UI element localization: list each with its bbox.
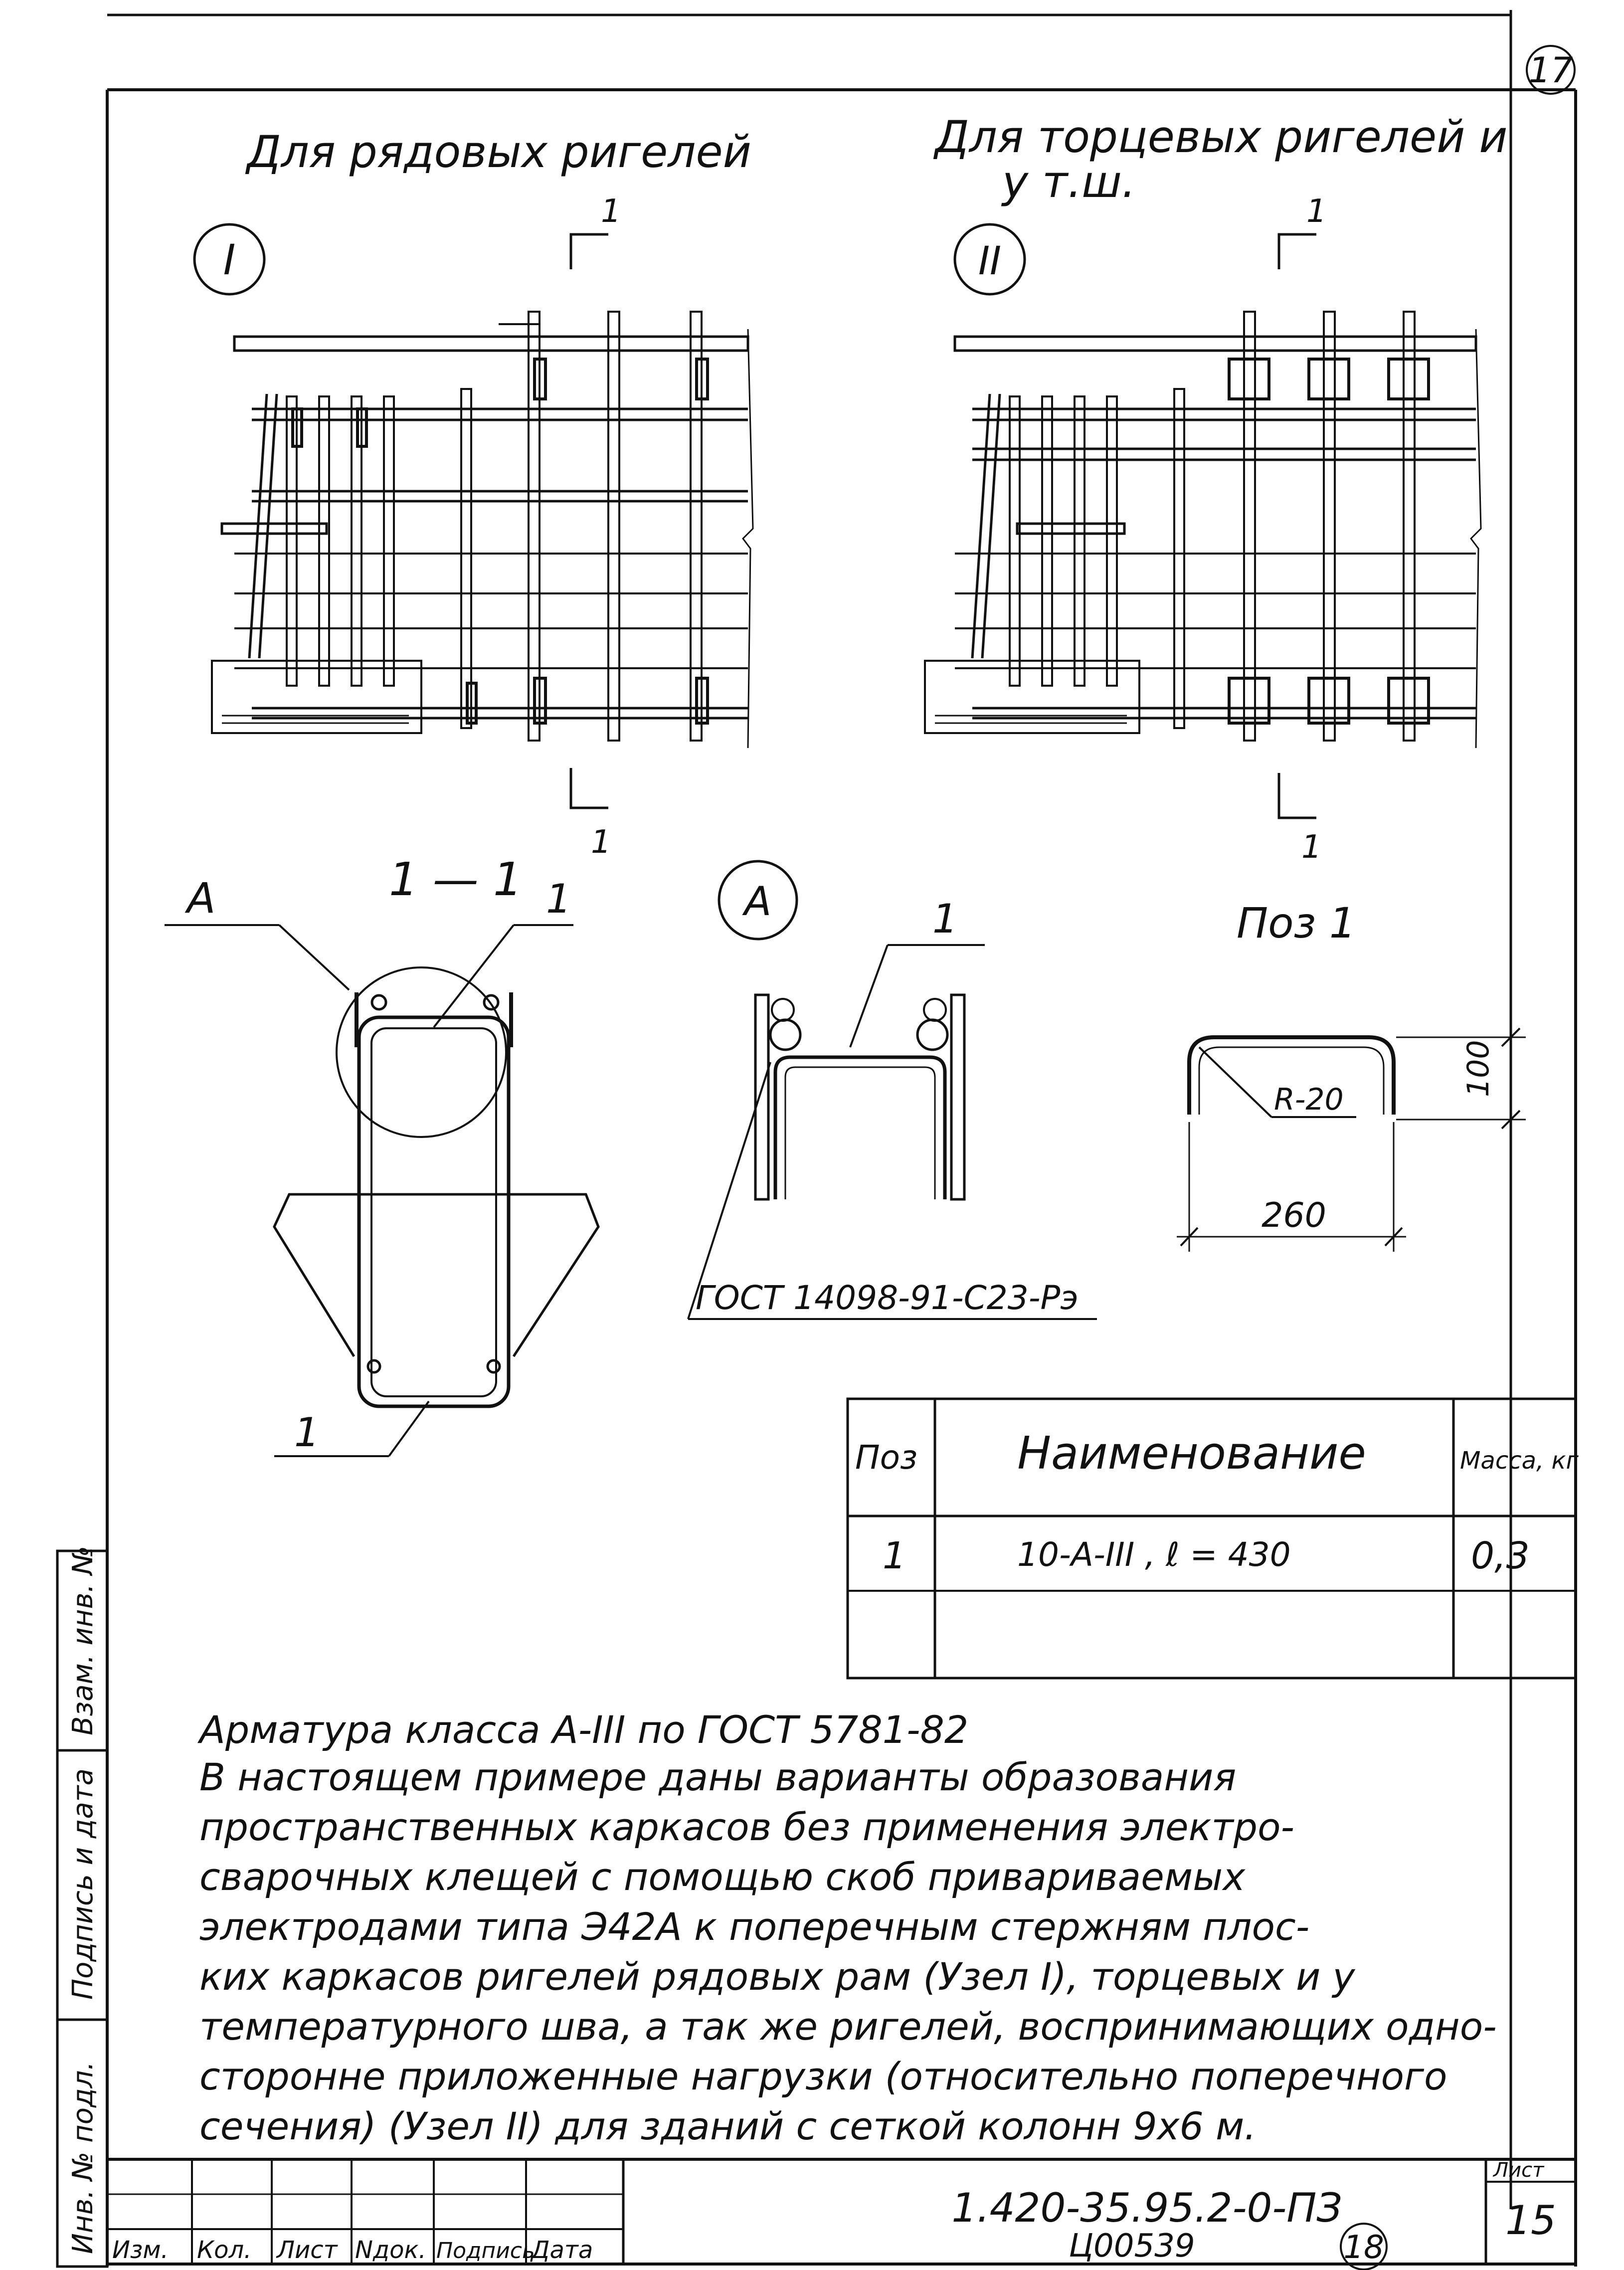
detail-a-pos: 1 [932, 896, 958, 942]
note-line: пространственных каркасов без применения электро- [199, 1805, 1294, 1849]
sheet-label: Лист [1493, 2159, 1544, 2182]
stamp-podpis-data: Подпись и дата [67, 1768, 99, 2000]
bracket-title: Поз 1 [1237, 899, 1356, 947]
note-line: ких каркасов ригелей рядовых рам (Узел I), торцевых и у [199, 1954, 1355, 1999]
right-heading-line1: Для торцевых ригелей и [935, 111, 1508, 163]
stamp-vzam-inv: Взам. инв. № [67, 1545, 99, 1735]
section-pos-bottom: 1 [294, 1409, 320, 1456]
left-heading: Для рядовых ригелей [247, 126, 751, 178]
bracket-pos-1 [1177, 899, 1526, 1252]
table-header-mass: Масса, кг [1460, 1447, 1579, 1475]
sheet-number: 15 [1505, 2197, 1556, 2244]
note-line: сторонне приложенные нагрузки (относительно поперечного [199, 2054, 1447, 2098]
table-row-1-name: 10-А-III , ℓ = 430 [1017, 1535, 1291, 1574]
table-header-name: Наименование [1017, 1427, 1366, 1480]
corner-page-number [1527, 46, 1575, 94]
elevation-node-1 [212, 193, 753, 861]
stirrups-right [1010, 312, 1415, 741]
bracket-radius: R-20 [1274, 1082, 1344, 1117]
section-callout-a: А [187, 874, 216, 923]
section-mark-top-right: 1 [1306, 193, 1327, 230]
table-header-pos: Поз [855, 1438, 918, 1477]
title-col-ndok: Nдок. [355, 2236, 426, 2264]
section-pos-top: 1 [546, 876, 571, 922]
stamp-inv-podl: Инв. № подл. [67, 2061, 99, 2254]
bracket-height-dim: 100 [1461, 1040, 1496, 1097]
table-row-1-mass: 0,3 [1471, 1534, 1530, 1577]
stirrups-left [287, 312, 702, 741]
note-line: В настоящем примере даны варианты образования [199, 1755, 1237, 1799]
note-line: электродами типа Э42А к поперечным стержням плос- [199, 1904, 1310, 1949]
node-1-label: I [223, 235, 236, 284]
bracket-width-dim: 260 [1262, 1196, 1326, 1235]
title-col-podpis: Подпись [436, 2238, 535, 2264]
title-col-data: Дата [531, 2236, 593, 2264]
node-2-marker [955, 224, 1025, 294]
node-1-marker [194, 224, 264, 294]
note-line: сварочных клещей с помощью скоб привариваемых [199, 1855, 1246, 1899]
weld-standard-note: ГОСТ 14098-91-С23-Рэ [696, 1279, 1079, 1317]
archive-code: Ц00539 [1069, 2228, 1195, 2265]
side-stamp [57, 1546, 107, 2267]
section-mark-top-left: 1 [601, 193, 621, 230]
section-1-1 [165, 853, 598, 1456]
corner-number-text: 17 [1528, 50, 1573, 91]
section-title: 1 — 1 [389, 853, 523, 906]
doc-code: 1.420-35.95.2-0-ПЗ [951, 2185, 1342, 2231]
note-line: Арматура класса А-III по ГОСТ 5781-82 [199, 1707, 969, 1752]
elevation-node-2 [925, 193, 1481, 866]
title-col-kol: Кол. [197, 2236, 252, 2264]
spec-table [848, 1399, 1579, 1678]
node-2-label: II [978, 239, 1002, 284]
note-line: температурного шва, а так же ригелей, воспринимающих одно- [199, 2004, 1497, 2049]
title-col-izm: Изм. [112, 2236, 169, 2264]
title-col-list: Лист [277, 2236, 338, 2264]
section-mark-bottom-right: 1 [1301, 829, 1322, 866]
detail-a-title: А [744, 878, 772, 925]
bottom-circle-text: 18 [1343, 2229, 1384, 2266]
notes [197, 1707, 1497, 2148]
note-line: сечения) (Узел II) для зданий с сеткой колонн 9х6 м. [199, 2104, 1257, 2148]
detail-a [688, 861, 1097, 1319]
section-mark-bottom-left: 1 [591, 824, 611, 861]
right-heading-line2: у т.ш. [1002, 156, 1136, 207]
table-row-1-pos: 1 [883, 1534, 906, 1577]
bottom-circle-number [1341, 2224, 1387, 2270]
